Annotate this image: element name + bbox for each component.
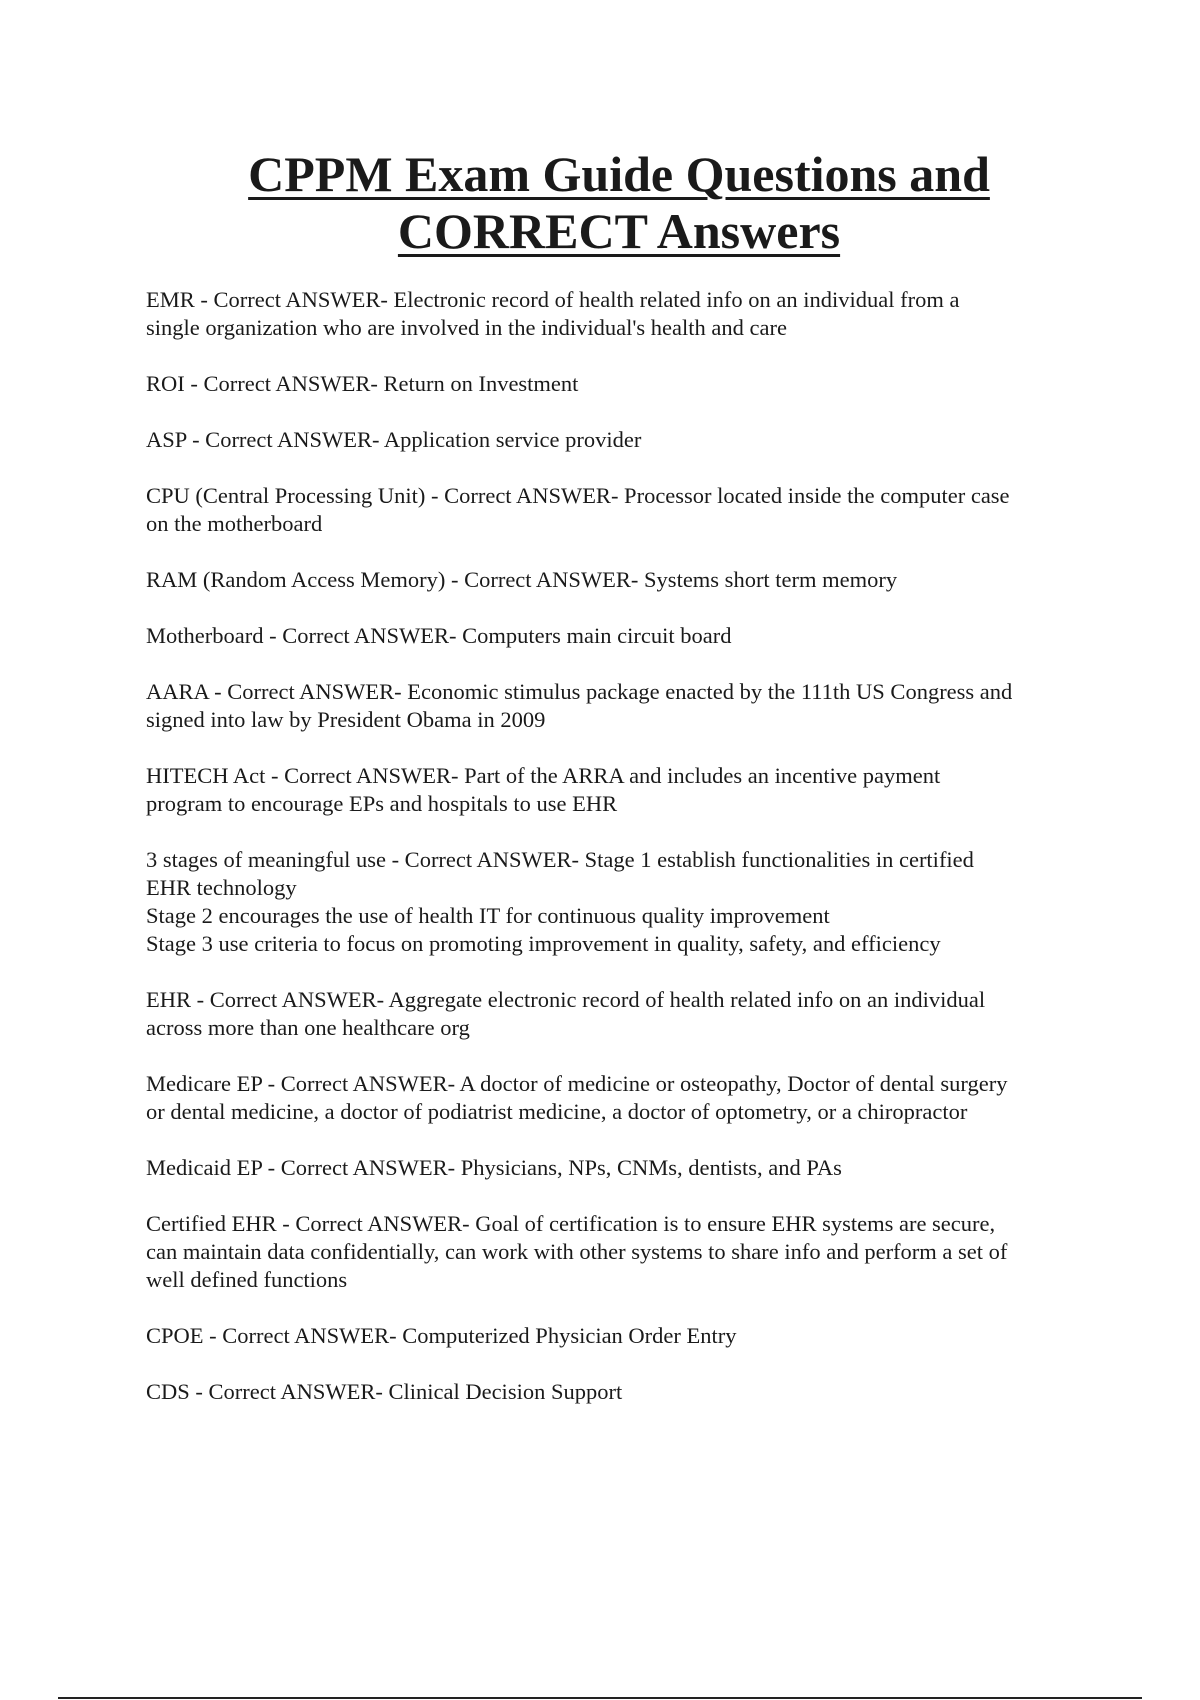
qa-entry-line: or dental medicine, a doctor of podiatrist medicine, a doctor of optometry, or a chiropractor xyxy=(146,1099,968,1124)
qa-entry xyxy=(146,762,1106,818)
qa-entry-line: Stage 2 encourages the use of health IT for continuous quality improvement xyxy=(146,903,830,928)
qa-entry-line: signed into law by President Obama in 2009 xyxy=(146,707,546,732)
title-line-2: CORRECT Answers xyxy=(397,203,841,259)
qa-entry-line: CDS - Correct ANSWER- Clinical Decision Support xyxy=(146,1379,623,1404)
qa-entry xyxy=(146,986,1106,1042)
qa-entry-line: ASP - Correct ANSWER- Application service provider xyxy=(146,427,642,452)
footer-divider xyxy=(58,1697,1142,1699)
qa-entry-line: Certified EHR - Correct ANSWER- Goal of certification is to ensure EHR systems are secure, xyxy=(146,1211,996,1236)
qa-entry-line: Motherboard - Correct ANSWER- Computers main circuit board xyxy=(146,623,732,648)
qa-entry xyxy=(146,846,1106,958)
qa-entry-line: EHR - Correct ANSWER- Aggregate electronic record of health related info on an individual xyxy=(146,987,986,1012)
qa-list xyxy=(146,286,1106,1434)
qa-entry-line: can maintain data confidentially, can work with other systems to share info and perform a set of xyxy=(146,1239,1008,1264)
qa-entry-line: CPOE - Correct ANSWER- Computerized Physician Order Entry xyxy=(146,1323,737,1348)
qa-entry-line: Medicaid EP - Correct ANSWER- Physicians, NPs, CNMs, dentists, and PAs xyxy=(146,1155,842,1180)
qa-entry-line: EHR technology xyxy=(146,875,297,900)
qa-entry-line: program to encourage EPs and hospitals to use EHR xyxy=(146,791,618,816)
qa-entry-line: across more than one healthcare org xyxy=(146,1015,470,1040)
qa-entry xyxy=(146,678,1106,734)
qa-entry-line: HITECH Act - Correct ANSWER- Part of the ARRA and includes an incentive payment xyxy=(146,763,941,788)
qa-entry-line: well defined functions xyxy=(146,1267,348,1292)
qa-entry-line: Stage 3 use criteria to focus on promoting improvement in quality, safety, and efficiency xyxy=(146,931,941,956)
title-line-1: CPPM Exam Guide Questions and xyxy=(248,146,990,202)
qa-entry xyxy=(146,482,1106,538)
qa-entry xyxy=(146,1070,1106,1126)
qa-entry xyxy=(146,370,1106,398)
qa-entry-line: CPU (Central Processing Unit) - Correct ANSWER- Processor located inside the computer case xyxy=(146,483,1010,508)
qa-entry-line: AARA - Correct ANSWER- Economic stimulus package enacted by the 111th US Congress and xyxy=(146,679,1013,704)
page-title xyxy=(0,146,1200,260)
qa-entry xyxy=(146,1154,1106,1182)
qa-entry xyxy=(146,1322,1106,1350)
qa-entry xyxy=(146,1210,1106,1294)
qa-entry xyxy=(146,286,1106,342)
qa-entry-line: ROI - Correct ANSWER- Return on Investment xyxy=(146,371,579,396)
qa-entry xyxy=(146,1378,1106,1406)
qa-entry-line: EMR - Correct ANSWER- Electronic record of health related info on an individual from a xyxy=(146,287,960,312)
qa-entry-line: 3 stages of meaningful use - Correct ANSWER- Stage 1 establish functionalities in certified xyxy=(146,847,974,872)
qa-entry xyxy=(146,622,1106,650)
qa-entry xyxy=(146,566,1106,594)
qa-entry-line: RAM (Random Access Memory) - Correct ANSWER- Systems short term memory xyxy=(146,567,898,592)
qa-entry-line: single organization who are involved in the individual's health and care xyxy=(146,315,787,340)
qa-entry-line: Medicare EP - Correct ANSWER- A doctor of medicine or osteopathy, Doctor of dental surgery xyxy=(146,1071,1008,1096)
qa-entry xyxy=(146,426,1106,454)
qa-entry-line: on the motherboard xyxy=(146,511,323,536)
